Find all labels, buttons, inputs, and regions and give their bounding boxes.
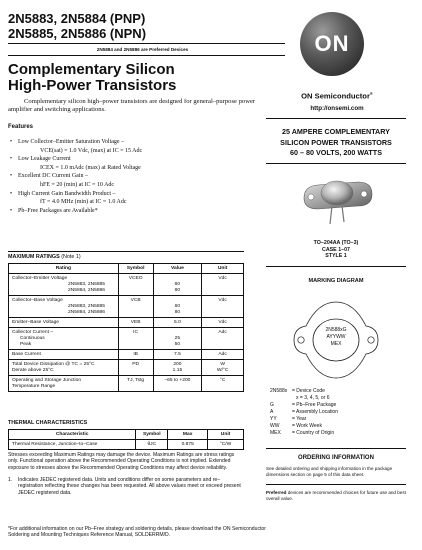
table-row: Emitter–Base Voltage VEB 5.0 Vdc [9, 318, 244, 328]
max-ratings-table [8, 263, 244, 392]
marking-legend [270, 388, 410, 437]
logo-text: ON [314, 31, 350, 56]
feature-item: • Low Leakage Current [8, 155, 270, 164]
part-numbers-pnp: 2N5883, 2N5884 (PNP) [8, 11, 146, 26]
divider [266, 266, 406, 267]
legend-row: WW = Work Week [270, 423, 322, 429]
legend-row: 2N588x = Device Code [270, 388, 325, 394]
feature-item: • Low Collector–Emitter Saturation Voltage – [8, 138, 270, 147]
divider [266, 448, 406, 449]
on-semiconductor-logo [300, 12, 364, 76]
title-line-2: High-Power Transistors [8, 77, 177, 94]
table-row: Operating and Storage Junction Temperature Range TJ, Tstg –65 to +200 °C [9, 376, 244, 392]
table-row: Collector–Emitter Voltage 2N5883, 2N5885 2N5884, 2N5886 VCEO 60 80 Vdc [9, 274, 244, 296]
intro-paragraph: Complementary silicon high–power transistors are designed for general–purpose power amplifier and switching applications. [8, 98, 256, 113]
note-1: 1. Indicates JEDEC registered data. Units and conditions differ on some parameters and re–registration reflecting these changes has been requested. All above values meet or exceed present JEDEC registered data. [8, 477, 241, 496]
thermal-heading: THERMAL CHARACTERISTICS [8, 420, 88, 426]
divider [8, 55, 285, 56]
package-info: TO–204AA (TO–3) CASE 1–07 STYLE 1 [313, 240, 359, 260]
table-row: Collector–Base Voltage 2N5883, 2N5885 2N5884, 2N5886 VCB 60 80 Vdc [9, 296, 244, 318]
spec-summary: 25 AMPERE COMPLEMENTARY SILICON POWER TRANSISTORS 60 – 80 VOLTS, 200 WATTS [280, 127, 392, 157]
table-header-row: Characteristic Symbol Max Unit [9, 430, 244, 440]
preferred-devices-note: 2N5884 and 2N5886 are Preferred Devices [96, 47, 189, 52]
marking-text: 2N588xG AYYWW MEX [325, 327, 347, 347]
legend-row: A = Assembly Location [270, 409, 338, 415]
table-row: Collector Current – Continuous Peak IC 25 50 Adc [9, 328, 244, 350]
divider [266, 163, 406, 164]
table-header-row: Rating Symbol Value Unit [9, 264, 244, 274]
feature-item: • Excellent DC Current Gain – [8, 172, 270, 181]
ordering-info-heading: ORDERING INFORMATION [298, 455, 374, 461]
feature-item: • High Current Gain Bandwidth Product – [8, 190, 270, 199]
feature-item: • Pb–Free Packages are Available* [8, 207, 270, 216]
feature-detail: ICEX = 1.0 mAdc (max) at Rated Voltage [40, 164, 141, 171]
feature-detail: fT = 4.0 MHz (min) at IC = 1.0 Adc [40, 199, 127, 206]
features-heading: Features [8, 124, 34, 130]
table-row: Thermal Resistance, Junction–to–Case θJC 0.875 °C/W [9, 440, 244, 450]
divider [8, 43, 285, 44]
divider [8, 251, 244, 252]
marking-diagram-heading: MARKING DIAGRAM [308, 278, 364, 284]
legend-row: MEX = Country of Origin [270, 430, 335, 436]
max-ratings-heading: MAXIMUM RATINGS (Note 1) [8, 254, 81, 260]
table-row: Total Device Dissipation @ TC = 25°C Derate above 25°C PD 200 1.15 W W/°C [9, 360, 244, 376]
legend-row: YY = Year [270, 416, 307, 422]
divider [266, 118, 406, 119]
stress-note: Stresses exceeding Maximum Ratings may damage the device. Maximum Ratings are stress ratings only. Functional operation above the Recommended Operating Conditions is not implied. Extended exposure to stresses above the Recommended Operating Conditions may affect device reliability. [8, 452, 235, 471]
legend-row: G = Pb–Free Package [270, 402, 337, 408]
page-title [8, 62, 176, 94]
feature-detail: VCE(sat) = 1.0 Vdc, (max) at IC = 15 Adc [40, 147, 143, 154]
pb-free-footnote: *For additional information on our Pb–Free strategy and soldering details, please download the ON Semiconductor Soldering and Mounting Techniques Reference Manual, SOLDERRM/D. [8, 526, 266, 539]
to-204aa-package-image [300, 172, 375, 227]
part-numbers-npn: 2N5885, 2N5886 (NPN) [8, 26, 147, 41]
ordering-info-text: See detailed ordering and shipping information in the package dimensions section on page 5 of this data sheet. [266, 466, 393, 477]
legend-row: x = 3, 4, 5, or 6 [296, 395, 330, 401]
table-row: Base Current IB 7.5 Adc [9, 350, 244, 360]
website-link[interactable]: http://onsemi.com [310, 105, 364, 112]
feature-detail: hFE = 20 (min) at IC = 10 Adc [40, 181, 115, 188]
brand-name: ON Semiconductor® [301, 91, 373, 101]
features-list [8, 138, 270, 215]
divider [266, 484, 406, 485]
title-line-1: Complementary Silicon [8, 61, 175, 78]
thermal-table [8, 429, 244, 450]
preferred-devices-text: Preferred devices are recommended choices for future use and best overall value. [266, 490, 406, 501]
